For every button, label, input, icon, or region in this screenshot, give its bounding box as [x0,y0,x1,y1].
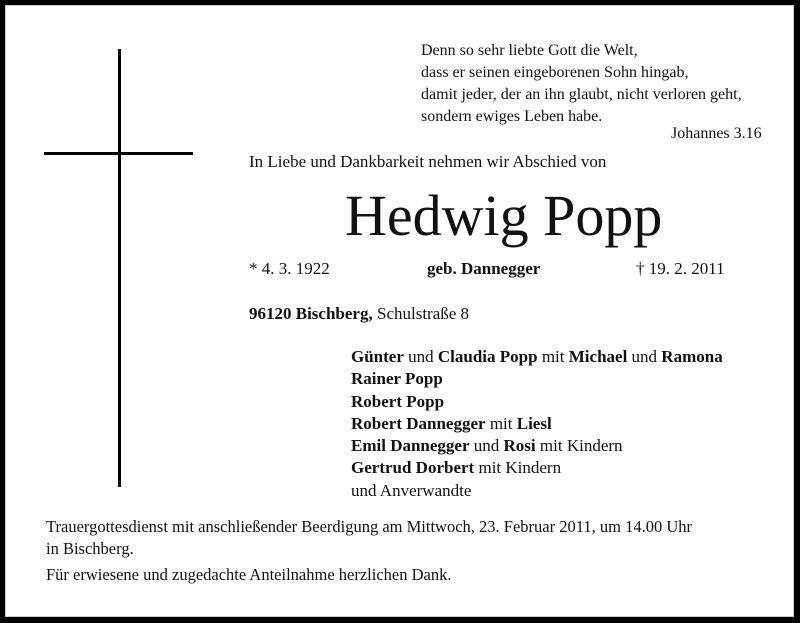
mourner-name: Ramona [661,347,723,366]
mourner-connector: und [469,436,504,456]
address-street: Schulstraße 8 [376,304,470,323]
mourner-line [351,413,723,435]
address-city: 96120 Bischberg, [249,304,373,323]
mourner-connector: und [403,347,438,366]
mourner-line [351,480,723,502]
mourner-name: Liesl [516,413,552,433]
mourner-connector: mit [537,347,569,366]
mourner-connector: mit Kindern [474,458,562,478]
death-date: † 19. 2. 2011 [636,259,725,278]
service-line: Trauergottesdienst mit anschließender Beerdigung am Mittwoch, 23. Februar 2011, um 14.00 Uhr [46,517,692,536]
mourner-name: Robert Popp [351,391,445,411]
cross-icon [118,49,121,487]
mourner-connector: und Anverwandte [351,480,472,500]
mourner-name: Rosi [503,436,536,456]
mourner-name: Emil Dannegger [351,436,470,456]
mourner-connector: mit [485,413,517,433]
funeral-service-info [46,516,692,560]
mourner-connector: mit Kindern [535,436,623,456]
deceased-name: Hedwig Popp [345,183,663,248]
bible-verse [421,40,742,128]
verse-line: sondern ewiges Leben habe. [421,108,603,125]
mourner-name: Claudia Popp [437,347,538,366]
service-line: in Bischberg. [46,539,134,558]
mourner-name: Gertrud Dorbert [351,458,475,478]
verse-line: Denn so sehr liebte Gott die Welt, [421,42,638,59]
thanks-text: Für erwiesene und zugedachte Anteilnahme herzlichen Dank. [46,565,452,584]
mourner-name: Michael [568,347,628,366]
mourner-line [351,391,723,413]
mourner-name: Robert Dannegger [351,413,486,433]
cross-icon-crossbar [44,152,193,155]
mourners-list [351,346,723,502]
mourner-line [351,457,723,479]
intro-text: In Liebe und Dankbarkeit nehmen wir Abschied von [249,152,607,171]
verse-line: damit jeder, der an ihn glaubt, nicht verloren geht, [421,86,742,103]
mourner-name: Rainer Popp [351,369,443,389]
mourner-line [351,346,723,368]
mourner-name: Günter [351,347,404,366]
birth-date: * 4. 3. 1922 [249,259,330,278]
mourner-line [351,435,723,457]
verse-reference: Johannes 3.16 [671,125,762,142]
address [249,303,469,325]
maiden-name: geb. Dannegger [427,259,541,278]
verse-line: dass er seinen eingeborenen Sohn hingab, [421,64,689,81]
mourner-line [351,368,723,390]
obituary-notice [5,5,794,617]
mourner-connector: und [627,347,662,366]
